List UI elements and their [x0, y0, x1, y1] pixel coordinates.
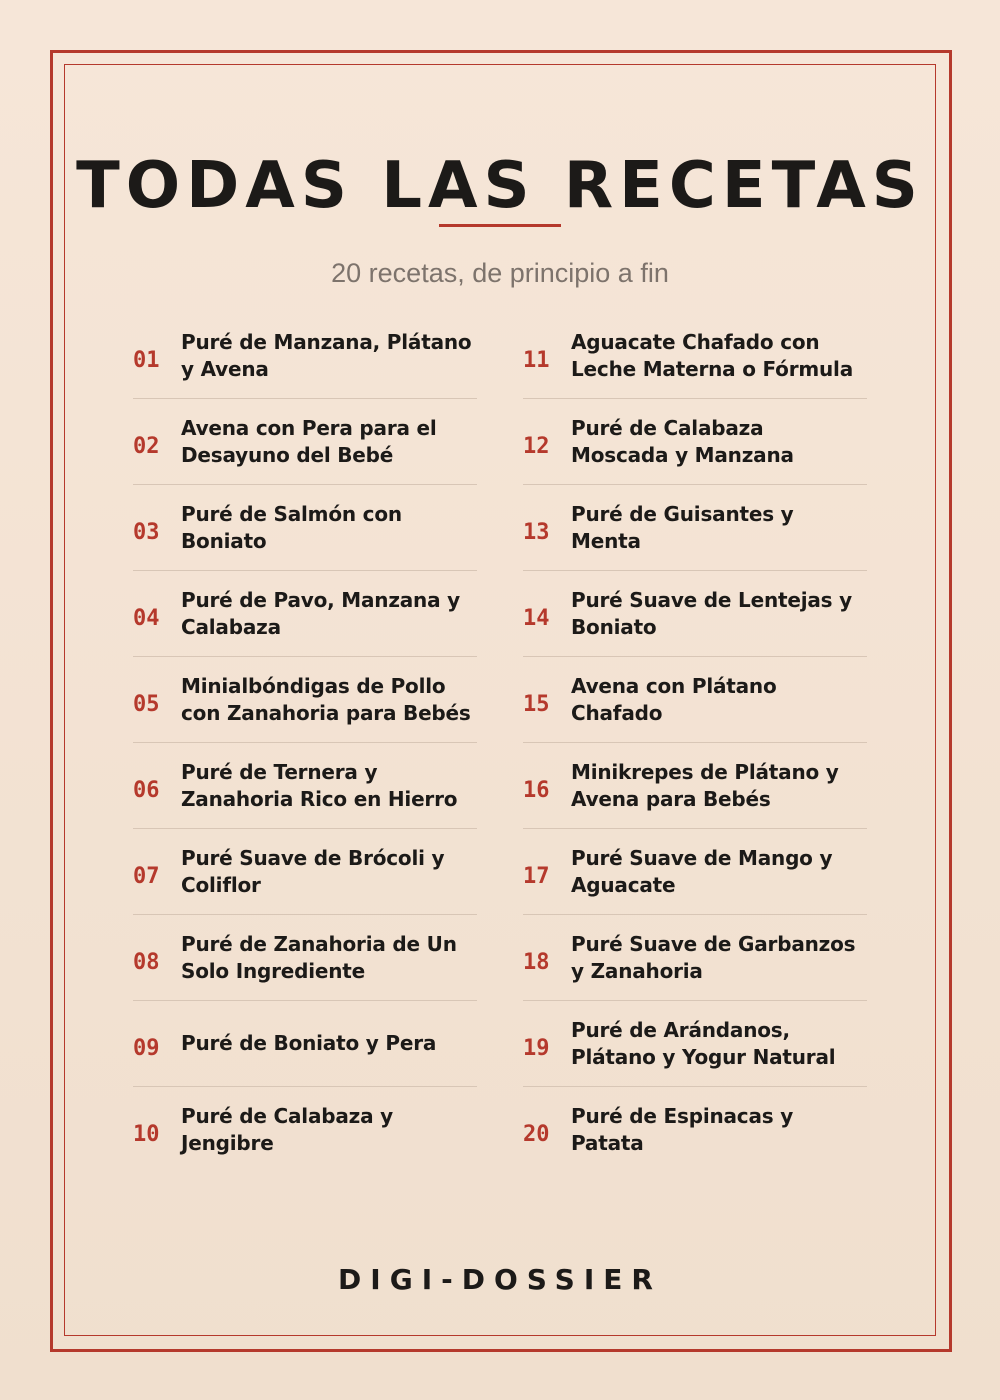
recipe-number: 05 — [133, 692, 160, 717]
recipe-name: Minialbóndigas de Pollo con Zanahoria para Bebés — [181, 673, 471, 725]
recipe-list-right — [523, 313, 867, 1172]
recipe-name: Puré de Salmón con Boniato — [181, 501, 402, 553]
recipe-list-left — [133, 313, 477, 1172]
recipe-item[interactable] — [523, 657, 867, 743]
recipe-item[interactable] — [133, 915, 477, 1001]
recipe-number: 13 — [523, 520, 550, 545]
recipe-item[interactable] — [133, 313, 477, 399]
recipe-item[interactable] — [133, 571, 477, 657]
recipe-item[interactable] — [133, 743, 477, 829]
recipe-name: Avena con Plátano Chafado — [571, 673, 777, 725]
recipe-item[interactable] — [133, 399, 477, 485]
recipe-number: 14 — [523, 606, 550, 631]
recipe-name: Puré Suave de Garbanzos y Zanahoria — [571, 931, 856, 983]
recipe-number: 12 — [523, 434, 550, 459]
recipe-name: Minikrepes de Plátano y Avena para Bebés — [571, 759, 839, 811]
recipe-name: Aguacate Chafado con Leche Materna o Fórmula — [571, 329, 854, 381]
recipe-name: Puré de Espinacas y Patata — [571, 1103, 794, 1155]
page-title: TODAS LAS RECETAS — [76, 149, 924, 223]
recipe-number: 03 — [133, 520, 160, 545]
recipe-item[interactable] — [133, 1001, 477, 1087]
recipe-name: Puré de Calabaza Moscada y Manzana — [571, 415, 794, 467]
recipe-number: 10 — [133, 1122, 160, 1147]
recipe-number: 16 — [523, 778, 550, 803]
recipe-name: Avena con Pera para el Desayuno del Bebé — [181, 415, 437, 467]
recipe-name: Puré de Guisantes y Menta — [571, 501, 794, 553]
recipe-item[interactable] — [133, 829, 477, 915]
recipe-name: Puré Suave de Mango y Aguacate — [571, 845, 833, 897]
recipe-name: Puré Suave de Lentejas y Boniato — [571, 587, 852, 639]
title-underline — [439, 224, 561, 227]
recipe-name: Puré de Arándanos, Plátano y Yogur Natural — [571, 1017, 836, 1069]
recipe-number: 19 — [523, 1036, 550, 1061]
recipe-item[interactable] — [523, 485, 867, 571]
page-subtitle: 20 recetas, de principio a fin — [331, 258, 669, 288]
recipe-number: 15 — [523, 692, 550, 717]
recipe-item[interactable] — [523, 571, 867, 657]
recipe-name: Puré Suave de Brócoli y Coliflor — [181, 845, 445, 897]
recipe-number: 02 — [133, 434, 160, 459]
recipe-number: 08 — [133, 950, 160, 975]
recipe-number: 20 — [523, 1122, 550, 1147]
recipe-item[interactable] — [523, 1087, 867, 1172]
recipe-item[interactable] — [523, 399, 867, 485]
recipe-number: 04 — [133, 606, 160, 631]
recipe-item[interactable] — [133, 657, 477, 743]
recipe-name: Puré de Zanahoria de Un Solo Ingrediente — [181, 931, 457, 983]
recipe-item[interactable] — [523, 313, 867, 399]
recipe-item[interactable] — [133, 485, 477, 571]
recipe-number: 17 — [523, 864, 550, 889]
recipe-item[interactable] — [133, 1087, 477, 1172]
recipe-name: Puré de Boniato y Pera — [181, 1031, 437, 1055]
recipe-name: Puré de Calabaza y Jengibre — [181, 1103, 394, 1155]
recipe-item[interactable] — [523, 829, 867, 915]
recipe-number: 06 — [133, 778, 160, 803]
recipe-number: 09 — [133, 1036, 160, 1061]
recipe-item[interactable] — [523, 915, 867, 1001]
recipe-number: 01 — [133, 348, 160, 373]
recipe-item[interactable] — [523, 743, 867, 829]
recipe-name: Puré de Pavo, Manzana y Calabaza — [181, 587, 460, 639]
recipe-number: 11 — [523, 348, 550, 373]
recipe-item[interactable] — [523, 1001, 867, 1087]
recipe-number: 18 — [523, 950, 550, 975]
recipe-number: 07 — [133, 864, 160, 889]
recipe-name: Puré de Ternera y Zanahoria Rico en Hierro — [181, 759, 458, 811]
recipe-name: Puré de Manzana, Plátano y Avena — [181, 329, 472, 381]
brand-footer: DIGI-DOSSIER — [338, 1263, 662, 1296]
